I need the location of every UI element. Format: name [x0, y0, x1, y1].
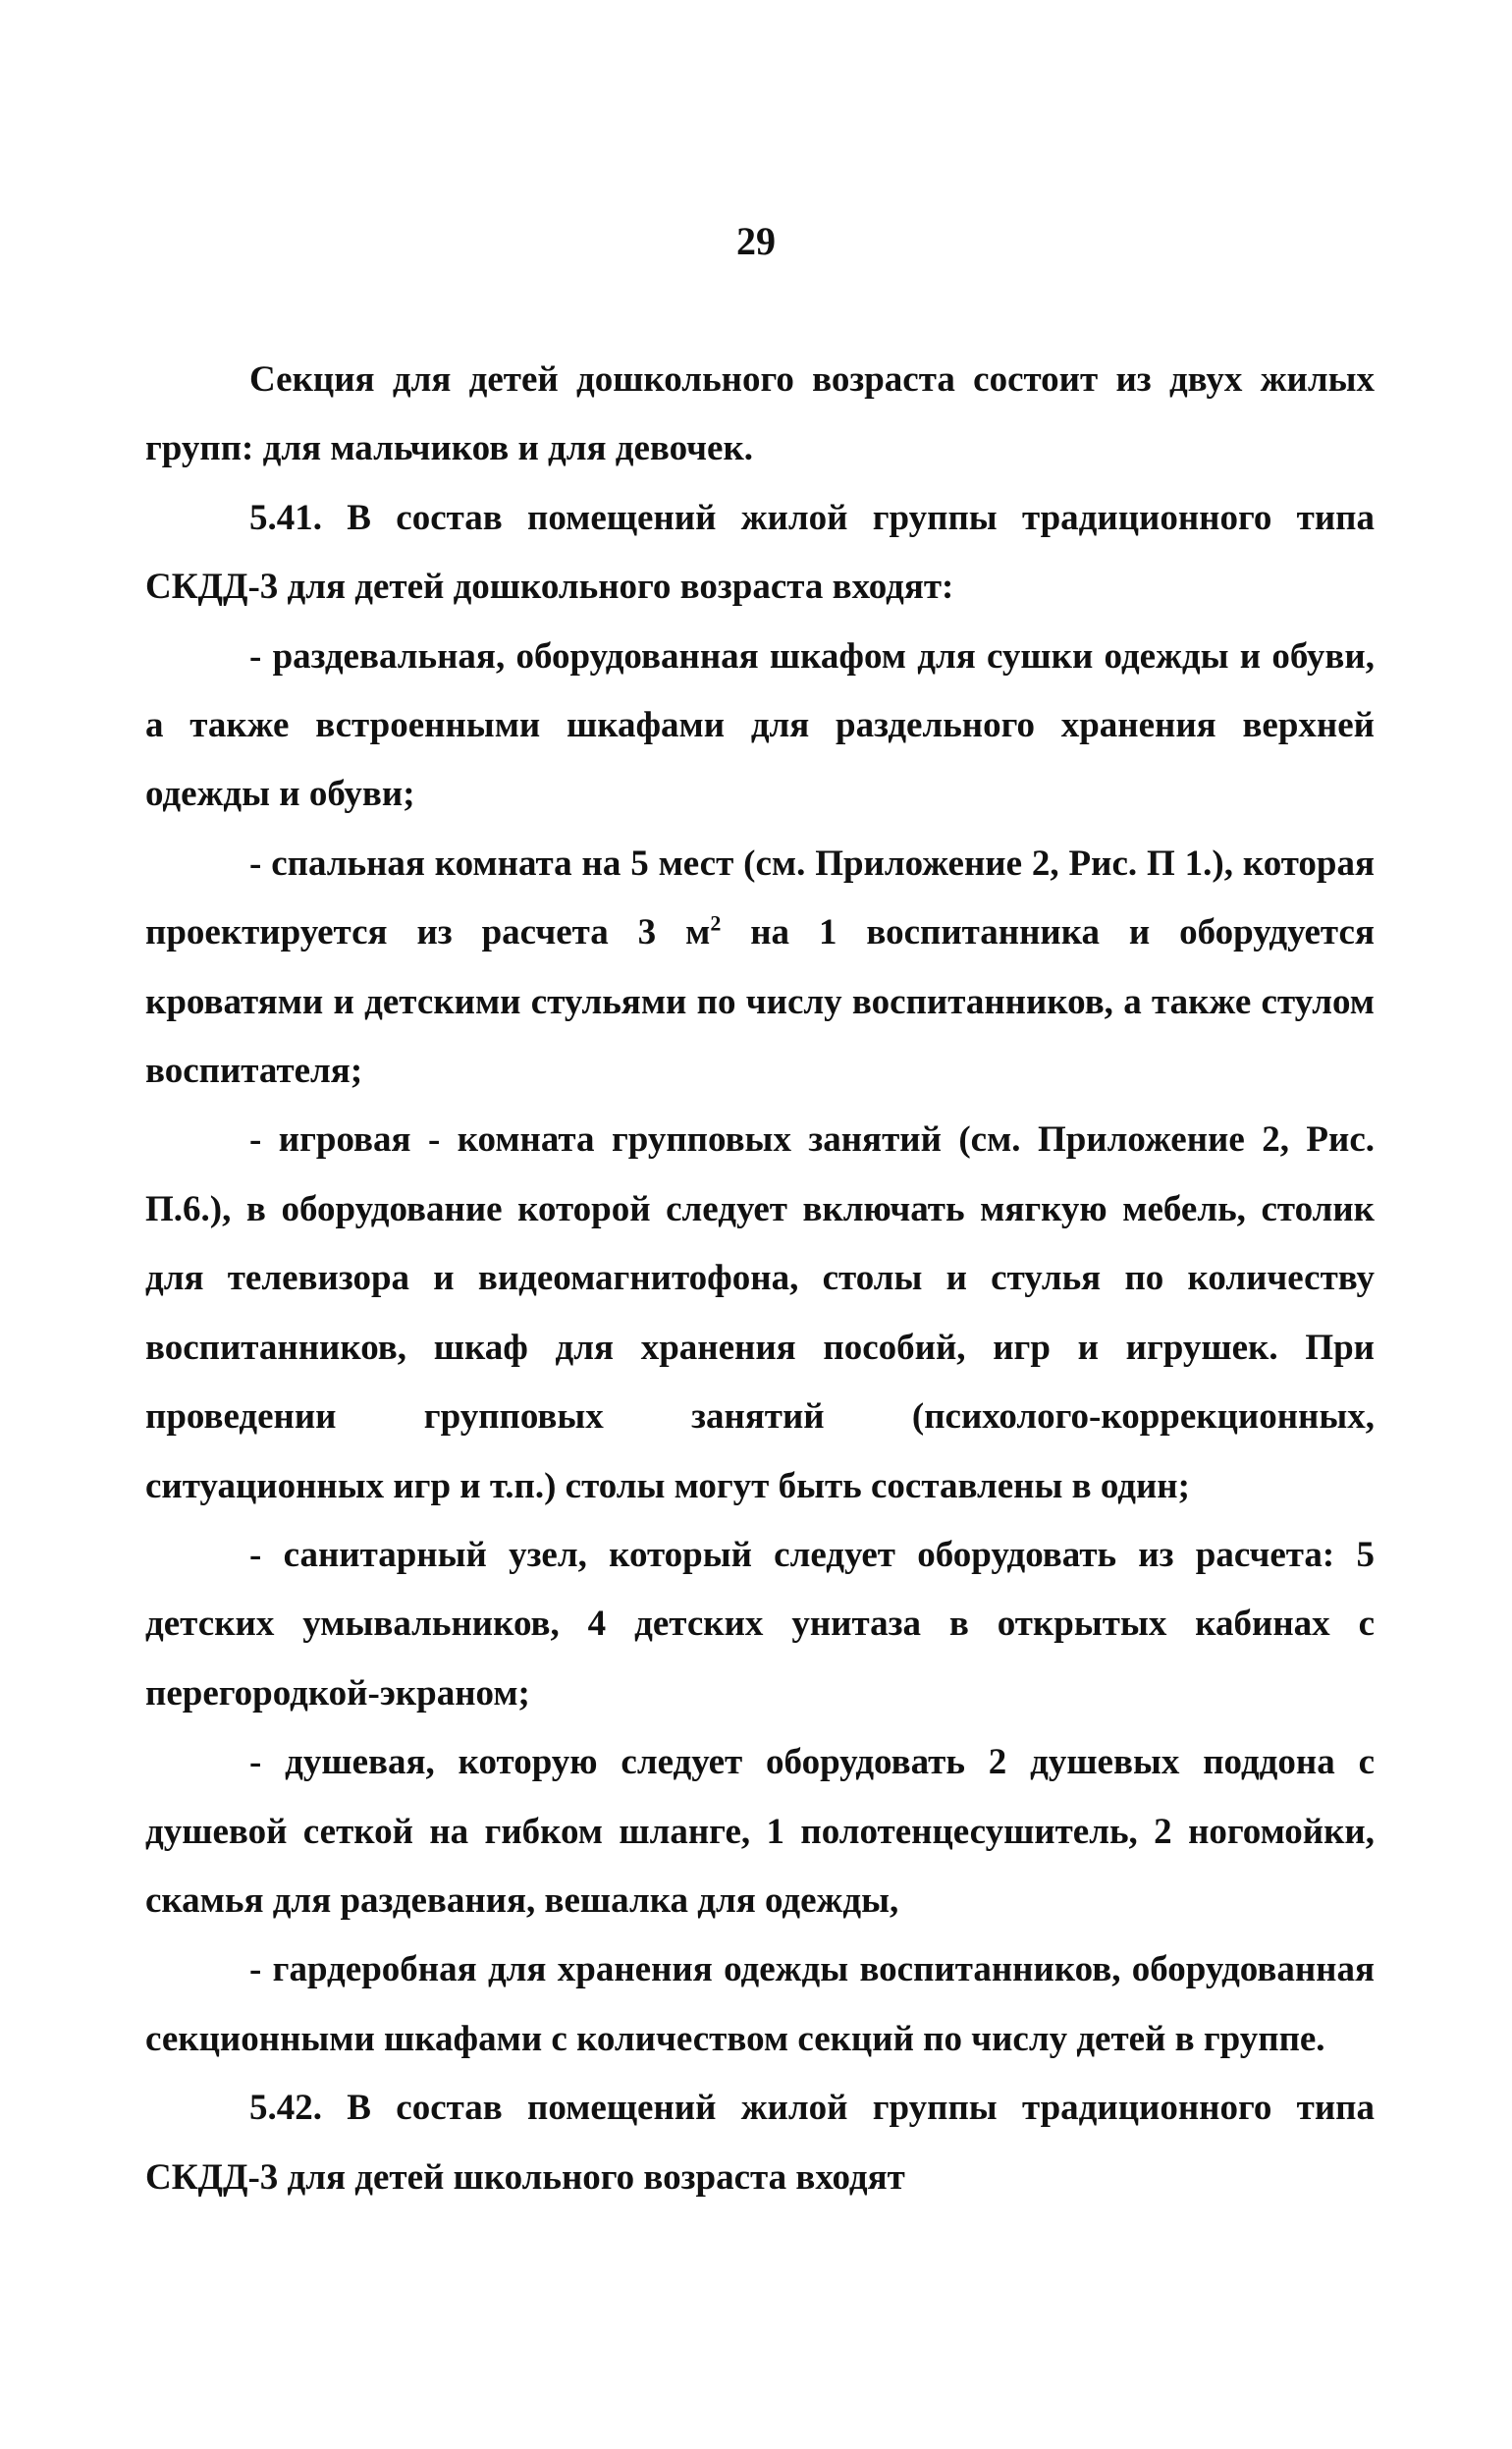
- paragraph-intro: Секция для детей дошкольного возраста состоит из двух жилых групп: для мальчиков и для девочек.: [145, 359, 1375, 469]
- bedroom-text-part-1: - спальная комната на 5 мест (см. Приложение 2, Рис. П 1.), которая проектируется из расчета 3 м: [145, 843, 1375, 953]
- list-item-playroom: - игровая - комната групповых занятий (см. Приложение 2, Рис. П.6.), в оборудование которой следует включать мягкую мебель, столик для телевизора и видеомагнитофона, столы и стулья по количеству воспитанников, шкаф для хранения пособий, игр и игрушек. При проведении групповых занятий (психолого-коррекционных, ситуационных игр и т.п.) столы могут быть составлены в один;: [145, 1119, 1375, 1506]
- list-item-sanitary-unit: - санитарный узел, который следует оборудовать из расчета: 5 детских умывальников, 4 детских унитаза в открытых кабинах с перегородкой-экраном;: [145, 1534, 1375, 1714]
- paragraph-5-41: 5.41. В состав помещений жилой группы традиционного типа СКДД-3 для детей дошкольного возраста входят:: [145, 497, 1375, 608]
- page-number: 29: [736, 219, 776, 263]
- list-item-bedroom: [145, 830, 1375, 1107]
- bedroom-text-part-2: на 1 воспитанника и оборудуется кроватями и детскими стульями по числу воспитанников, а также стулом воспитателя;: [145, 912, 1375, 1092]
- list-item-dressing-room: - раздевальная, оборудованная шкафом для сушки одежды и обуви, а также встроенными шкафами для раздельного хранения верхней одежды и обуви;: [145, 635, 1375, 815]
- list-item-wardrobe: - гардеробная для хранения одежды воспитанников, оборудованная секционными шкафами с количеством секций по числу детей в группе.: [145, 1949, 1375, 2059]
- body-text: [145, 346, 1375, 2212]
- paragraph-5-42: 5.42. В состав помещений жилой группы традиционного типа СКДД-3 для детей школьного возраста входят: [145, 2088, 1375, 2198]
- list-item-shower-room: - душевая, которую следует оборудовать 2 душевых поддона с душевой сеткой на гибком шланге, 1 полотенцесушитель, 2 ногомойки, скамья для раздевания, вешалка для одежды,: [145, 1742, 1375, 1921]
- superscript-squared: 2: [710, 910, 722, 936]
